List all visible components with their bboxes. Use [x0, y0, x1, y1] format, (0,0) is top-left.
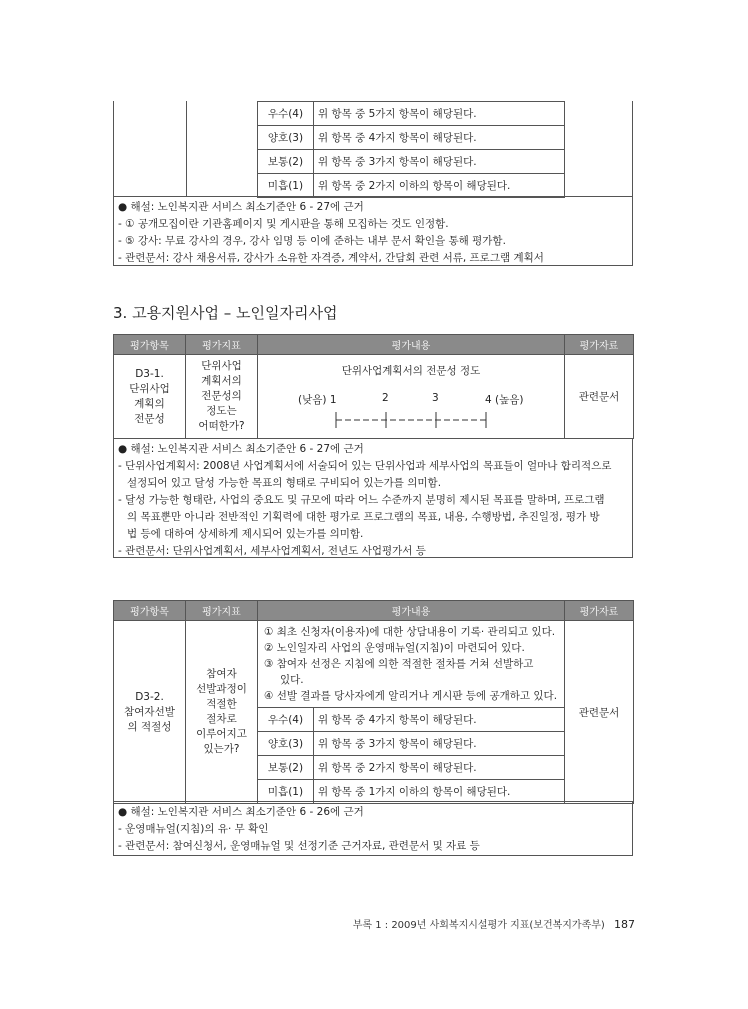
item-line: 계획의 [134, 397, 165, 410]
note-line: - ⑤ 강사: 무료 강사의 경우, 강사 임명 등 이에 준하는 내부 문서 확인을 통해 평가함. [118, 235, 506, 247]
criteria-line: ③ 참여자 선정은 지침에 의한 적절한 절차를 거쳐 선발하고 [264, 658, 534, 670]
grade-desc: 위 항목 중 2가지 항목이 해당된다. [314, 756, 565, 780]
scale-label-2: 2 [382, 392, 389, 404]
grade-label: 미흡(1) [258, 174, 314, 198]
grade-label: 양호(3) [258, 732, 314, 756]
d32-table [113, 600, 634, 804]
criteria-line: ② 노인일자리 사업의 운영매뉴얼(지침)이 마련되어 있다. [264, 642, 525, 654]
top-right-cell [564, 101, 633, 197]
page-footer [353, 916, 635, 931]
note-line: 설정되어 있고 달성 가능한 목표의 형태로 구비되어 있는가를 의미함. [127, 477, 442, 489]
d31-indicator [186, 355, 258, 439]
table-row [258, 102, 565, 126]
indicator-line: 절차로 [206, 713, 237, 725]
note-line: - 달성 가능한 형태란, 사업의 중요도 및 규모에 따라 어느 수준까지 분명히 제시된 목표를 말하며, 프로그램 [118, 494, 605, 506]
table-row [114, 355, 634, 439]
table-row [258, 150, 565, 174]
note-line: 법 등에 대하여 상세하게 제시되어 있는가를 의미함. [127, 528, 364, 540]
indicator-line: 참여자 [206, 668, 237, 680]
note-line: - 관련문서: 참여신청서, 운영매뉴얼 및 선정기준 근거자료, 관련문서 및 자료 등 [118, 840, 480, 852]
table-row [114, 621, 634, 708]
rating-scale [328, 410, 498, 430]
d32-notes [113, 801, 633, 856]
note-line: - 단위사업계획서: 2008년 사업계획서에 서술되어 있는 단위사업과 세부사업의 목표들이 얼마나 합리적으로 [118, 460, 612, 472]
d31-content [258, 355, 565, 439]
grade-desc: 위 항목 중 1가지 이하의 항목이 해당된다. [314, 780, 565, 804]
note-line: ● 해설: 노인복지관 서비스 최소기준안 6 - 26에 근거 [118, 806, 364, 818]
d31-material: 관련문서 [565, 355, 634, 439]
table-row [258, 126, 565, 150]
grade-label: 보통(2) [258, 756, 314, 780]
grade-label: 우수(4) [258, 102, 314, 126]
note-line: - 관련문서: 강사 채용서류, 강사가 소유한 자격증, 계약서, 간담회 관련 서류, 프로그램 계획서 [118, 252, 544, 264]
indicator-line: 정도는 [206, 405, 237, 417]
item-line: D3-2. [135, 690, 164, 703]
top-left-cells [113, 101, 258, 197]
indicator-line: 전문성의 [201, 390, 242, 402]
scale-high-label: 4 (높음) [485, 394, 524, 406]
note-line: ● 해설: 노인복지관 서비스 최소기준안 6 - 27에 근거 [118, 443, 364, 455]
item-line: 단위사업 [129, 382, 170, 395]
criteria-line: 있다. [280, 674, 304, 686]
d32-material: 관련문서 [565, 621, 634, 804]
grade-desc: 위 항목 중 3가지 항목이 해당된다. [314, 150, 565, 174]
header-content: 평가내용 [258, 335, 565, 355]
header-indicator: 평가지표 [186, 601, 258, 621]
note-line: - ① 공개모집이란 기관홈페이지 및 게시판을 통해 모집하는 것도 인정함. [118, 218, 449, 230]
indicator-line: 적절한 [206, 698, 237, 710]
note-line: 의 목표뿐만 아니라 전반적인 기획력에 대한 평가로 프로그램의 목표, 내용, 수행방법, 추진일정, 평가 방 [127, 511, 600, 523]
table-row [258, 174, 565, 198]
d31-notes [113, 438, 633, 558]
indicator-line: 계획서의 [201, 375, 242, 387]
item-line: 의 적절성 [127, 720, 172, 733]
note-line: - 관련문서: 단위사업계획서, 세부사업계획서, 전년도 사업평가서 등 [118, 545, 426, 557]
grade-label: 보통(2) [258, 150, 314, 174]
top-grade-table [257, 101, 565, 198]
criteria-line: ④ 선발 결과를 당사자에게 알리거나 게시판 등에 공개하고 있다. [264, 690, 558, 702]
d31-item [114, 355, 186, 439]
header-content: 평가내용 [258, 601, 565, 621]
item-line: D3-1. [135, 367, 164, 380]
grade-desc: 위 항목 중 4가지 항목이 해당된다. [314, 126, 565, 150]
indicator-line: 단위사업 [201, 360, 242, 372]
header-indicator: 평가지표 [186, 335, 258, 355]
d31-table [113, 334, 634, 439]
note-line: ● 해설: 노인복지관 서비스 최소기준안 6 - 27에 근거 [118, 201, 364, 213]
grade-label: 우수(4) [258, 708, 314, 732]
indicator-line: 선발과정이 [196, 683, 247, 695]
header-material: 평가자료 [565, 601, 634, 621]
scale-low-label: (낮음) 1 [298, 394, 337, 406]
grade-desc: 위 항목 중 2가지 이하의 항목이 해당된다. [314, 174, 565, 198]
grade-desc: 위 항목 중 5가지 항목이 해당된다. [314, 102, 565, 126]
item-line: 전문성 [134, 412, 165, 425]
section-title: 3. 고용지원사업 – 노인일자리사업 [113, 304, 338, 322]
indicator-line: 이루어지고 [196, 728, 247, 740]
header-row [114, 335, 634, 355]
indicator-line: 있는가? [203, 743, 240, 755]
scale-title: 단위사업계획서의 전문성 정도 [341, 365, 481, 377]
item-line: 참여자선발 [124, 705, 175, 718]
note-line: - 운영매뉴얼(지침)의 유· 무 확인 [118, 823, 269, 835]
grade-label: 양호(3) [258, 126, 314, 150]
grade-label: 미흡(1) [258, 780, 314, 804]
d32-indicator [186, 621, 258, 804]
header-material: 평가자료 [565, 335, 634, 355]
header-item: 평가항목 [114, 601, 186, 621]
header-row [114, 601, 634, 621]
header-item: 평가항목 [114, 335, 186, 355]
grade-desc: 위 항목 중 3가지 항목이 해당된다. [314, 732, 565, 756]
d32-item [114, 621, 186, 804]
grade-desc: 위 항목 중 4가지 항목이 해당된다. [314, 708, 565, 732]
d32-criteria [258, 621, 565, 708]
scale-label-3: 3 [432, 392, 439, 404]
top-notes [113, 196, 633, 266]
criteria-line: ① 최초 신청자(이용자)에 대한 상담내용이 기록· 관리되고 있다. [264, 626, 556, 638]
indicator-line: 어떠한가? [198, 420, 245, 432]
page-number: 187 [614, 918, 635, 931]
footer-text: 부록 1 : 2009년 사회복지시설평가 지표(보건복지가족부) [352, 920, 605, 931]
